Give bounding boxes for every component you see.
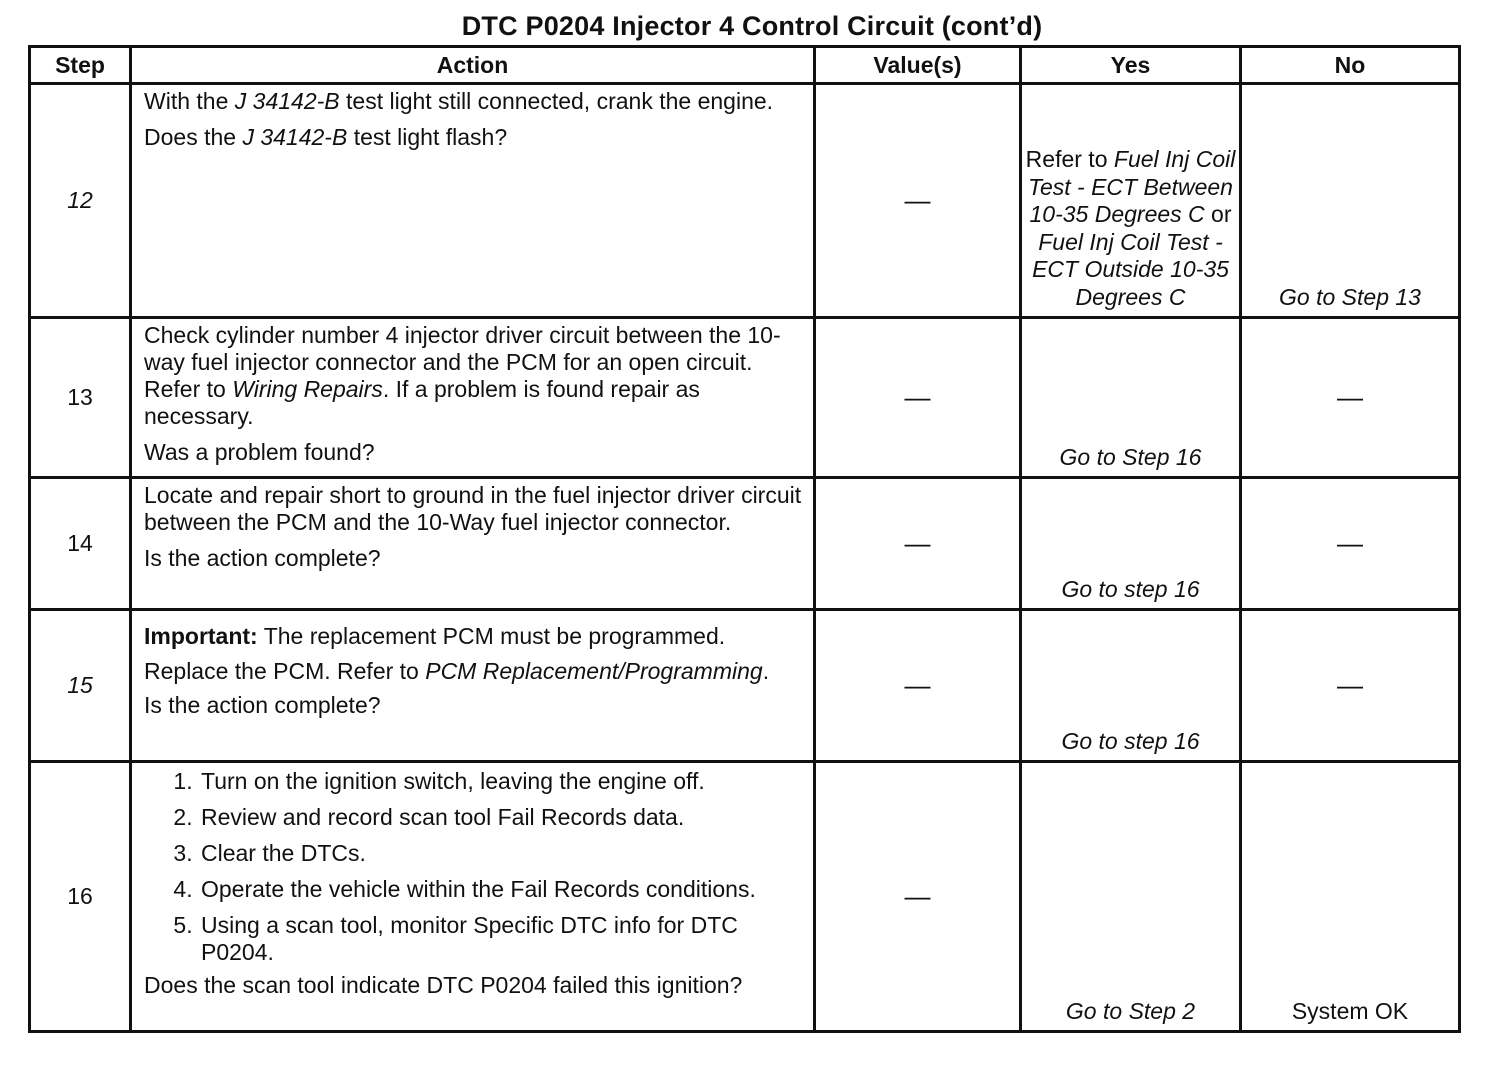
yes-cell xyxy=(1021,84,1241,318)
no-cell: — xyxy=(1241,318,1460,478)
action-paragraph: Locate and repair short to ground in the fuel injector driver circuit between the PCM and the 10-Way fuel injector connector. xyxy=(144,482,802,535)
action-question: Does the scan tool indicate DTC P0204 failed this ignition? xyxy=(144,972,743,998)
yes-cell: Go to step 16 xyxy=(1021,610,1241,762)
procedure-list xyxy=(144,768,803,966)
table-row xyxy=(30,762,1460,1032)
no-cell: System OK xyxy=(1241,762,1460,1032)
table-row xyxy=(30,84,1460,318)
table-row xyxy=(30,318,1460,478)
procedure-step: 4. Operate the vehicle within the Fail Records conditions. xyxy=(199,876,803,903)
action-paragraph xyxy=(144,322,803,430)
action-cell xyxy=(131,610,815,762)
no-cell: — xyxy=(1241,610,1460,762)
tool-reference: J 34142-B xyxy=(242,124,348,150)
yes-text: or xyxy=(1204,201,1232,227)
step-number: 15 xyxy=(30,610,131,762)
table-header-row xyxy=(30,47,1460,84)
step-number: 16 xyxy=(30,762,131,1032)
table-row xyxy=(30,610,1460,762)
action-text: test light flash? xyxy=(347,124,508,150)
yes-cell: Go to Step 2 xyxy=(1021,762,1241,1032)
action-text: test light still connected, crank the engine. xyxy=(339,88,774,114)
action-paragraph xyxy=(144,659,803,683)
yes-cell: Go to step 16 xyxy=(1021,478,1241,610)
header-no: No xyxy=(1241,47,1460,84)
procedure-step: 2. Review and record scan tool Fail Records data. xyxy=(199,804,803,831)
important-label: Important: xyxy=(144,623,258,649)
action-paragraph xyxy=(144,88,803,115)
step-number: 13 xyxy=(30,318,131,478)
reference-link[interactable]: Fuel Inj Coil Test - ECT Between 10-35 Degrees C xyxy=(1028,146,1236,227)
reference-link[interactable]: Fuel Inj Coil Test - ECT Outside 10-35 Degrees C xyxy=(1032,228,1229,310)
header-action: Action xyxy=(131,47,815,84)
action-question: Is the action complete? xyxy=(144,545,381,571)
action-text: Replace the PCM. Refer to xyxy=(144,658,426,684)
no-cell: Go to Step 13 xyxy=(1241,84,1460,318)
step-number: 14 xyxy=(30,478,131,610)
value-cell: — xyxy=(815,762,1021,1032)
yes-text: Refer to xyxy=(1025,146,1114,172)
important-text: The replacement PCM must be programmed. xyxy=(257,623,726,649)
header-values: Value(s) xyxy=(815,47,1021,84)
important-note xyxy=(144,623,803,650)
value-cell: — xyxy=(815,318,1021,478)
diagnostic-table xyxy=(28,45,1461,1033)
step-number: 12 xyxy=(30,84,131,318)
action-text: . xyxy=(762,658,770,684)
action-text: . If a problem is found repair as necessary. xyxy=(144,376,700,429)
table-row xyxy=(30,478,1460,610)
value-cell: — xyxy=(815,610,1021,762)
action-cell xyxy=(131,478,815,610)
header-yes: Yes xyxy=(1021,47,1241,84)
value-cell: — xyxy=(815,84,1021,318)
header-step: Step xyxy=(30,47,131,84)
action-cell xyxy=(131,318,815,478)
action-question xyxy=(144,124,803,151)
procedure-step: 1. Turn on the ignition switch, leaving the engine off. xyxy=(199,768,803,795)
reference-link[interactable]: PCM Replacement/Programming xyxy=(425,658,763,684)
action-text: Check cylinder number 4 injector driver circuit between the 10-way fuel injector connector and the PCM for an open circuit. Refer to xyxy=(144,322,781,402)
procedure-step: 5. Using a scan tool, monitor Specific DTC info for DTC P0204. xyxy=(199,912,803,966)
action-text: Does the xyxy=(144,124,243,150)
reference-link[interactable]: Wiring Repairs xyxy=(232,376,383,402)
procedure-step: 3. Clear the DTCs. xyxy=(199,840,803,867)
yes-cell: Go to Step 16 xyxy=(1021,318,1241,478)
no-cell: — xyxy=(1241,478,1460,610)
value-cell: — xyxy=(815,478,1021,610)
action-cell xyxy=(131,762,815,1032)
action-text: With the xyxy=(144,88,235,114)
page-title: DTC P0204 Injector 4 Control Circuit (cont’d) xyxy=(461,11,1043,41)
tool-reference: J 34142-B xyxy=(234,88,340,114)
action-question: Was a problem found? xyxy=(144,439,375,465)
action-question: Is the action complete? xyxy=(144,692,381,718)
action-cell xyxy=(131,84,815,318)
